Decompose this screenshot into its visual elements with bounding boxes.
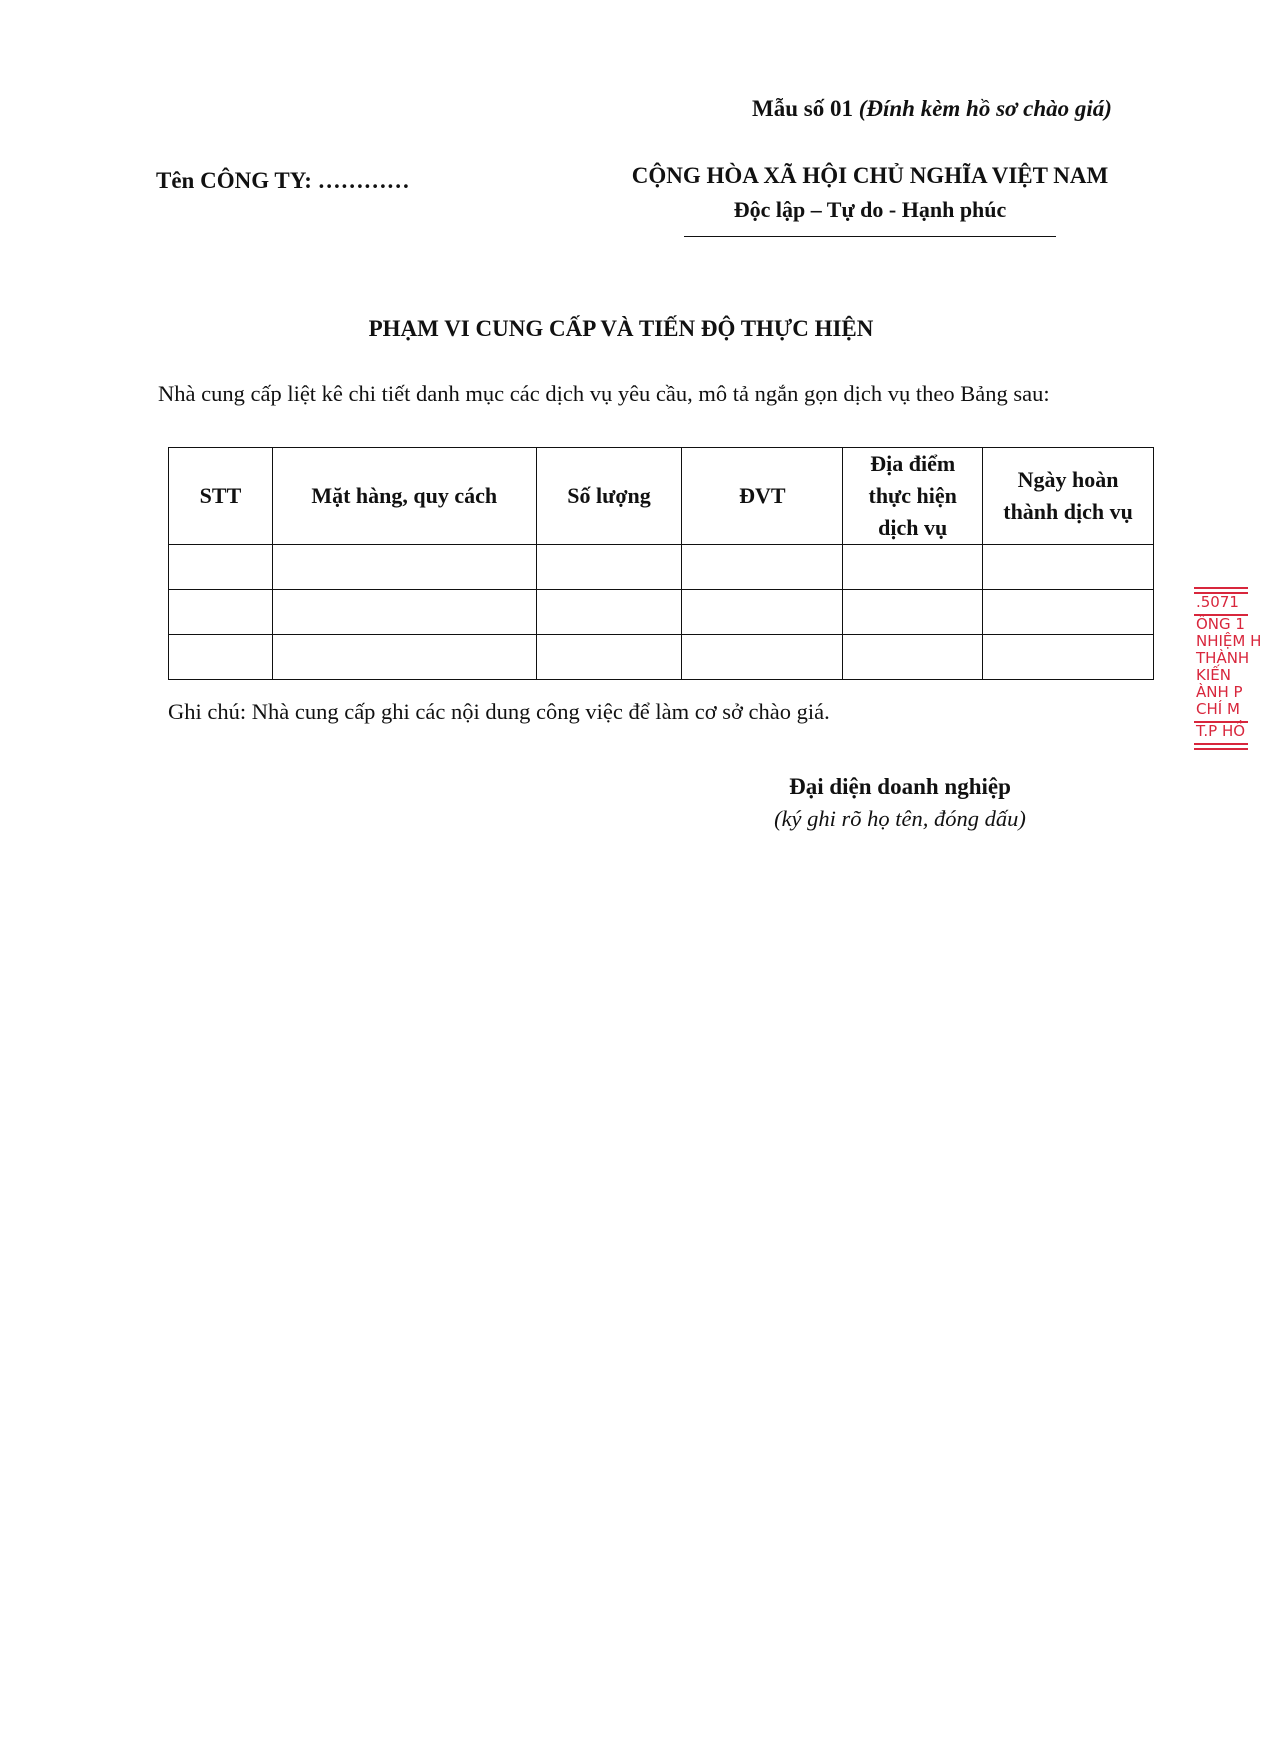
header-completion-date: Ngày hoàn thành dịch vụ [983, 448, 1154, 545]
header-location: Địa điểm thực hiện dịch vụ [843, 448, 983, 545]
stamp-text: CHÍ M [1196, 700, 1240, 718]
table-cell [682, 545, 843, 590]
form-number: Mẫu số 01 [752, 96, 853, 121]
signature-instruction: (ký ghi rõ họ tên, đóng dấu) [774, 806, 1026, 831]
table-cell [536, 635, 682, 680]
stamp-text: ÀNH P [1196, 683, 1243, 701]
company-seal-stamp [1194, 584, 1261, 806]
stamp-rule [1194, 587, 1248, 589]
table-cell [169, 590, 273, 635]
table-header-row [169, 448, 1154, 545]
national-title: CỘNG HÒA XÃ HỘI CHỦ NGHĨA VIỆT NAM [631, 163, 1109, 188]
stamp-text: KIẾN [1196, 666, 1231, 684]
signature-block [720, 774, 1080, 832]
table-row [169, 590, 1154, 635]
form-note: (Đính kèm hồ sơ chào giá) [858, 96, 1112, 121]
stamp-rule [1194, 748, 1248, 750]
header-item-spec: Mặt hàng, quy cách [272, 448, 536, 545]
stamp-text: T.P HỒ [1196, 722, 1246, 740]
form-number-line [752, 96, 1112, 122]
table-cell [983, 635, 1154, 680]
table-cell [983, 545, 1154, 590]
national-motto: Độc lập – Tự do - Hạnh phúc [733, 197, 1007, 222]
table-cell [272, 590, 536, 635]
document-title: PHẠM VI CUNG CẤP VÀ TIẾN ĐỘ THỰC HIỆN [368, 316, 874, 341]
stamp-text: NHIỆM H [1196, 632, 1261, 650]
national-header [600, 163, 1140, 237]
table-cell [843, 590, 983, 635]
motto-underline [684, 236, 1056, 237]
stamp-rule [1194, 743, 1248, 745]
signature-title: Đại diện doanh nghiệp [789, 774, 1011, 799]
table-cell [536, 590, 682, 635]
header-unit: ĐVT [682, 448, 843, 545]
table-row [169, 545, 1154, 590]
table-cell [682, 635, 843, 680]
stamp-text: ÔNG 1 [1196, 615, 1245, 633]
table-cell [983, 590, 1154, 635]
header-quantity: Số lượng [536, 448, 682, 545]
table-cell [272, 635, 536, 680]
company-name: Tên CÔNG TY: ………… [156, 168, 410, 193]
table-cell [169, 635, 273, 680]
intro-text: Nhà cung cấp liệt kê chi tiết danh mục các dịch vụ yêu cầu, mô tả ngắn gọn dịch vụ theo Bảng sau: [158, 381, 1050, 406]
table-cell [843, 635, 983, 680]
note-text: Ghi chú: Nhà cung cấp ghi các nội dung công việc để làm cơ sở chào giá. [168, 699, 830, 724]
table-cell [536, 545, 682, 590]
table-cell [272, 545, 536, 590]
table-row [169, 635, 1154, 680]
table-cell [169, 545, 273, 590]
table-cell [682, 590, 843, 635]
stamp-text: THÀNH [1196, 649, 1250, 667]
table-cell [843, 545, 983, 590]
stamp-text: .5071 [1196, 593, 1239, 611]
items-table [168, 447, 1154, 680]
header-stt: STT [169, 448, 273, 545]
